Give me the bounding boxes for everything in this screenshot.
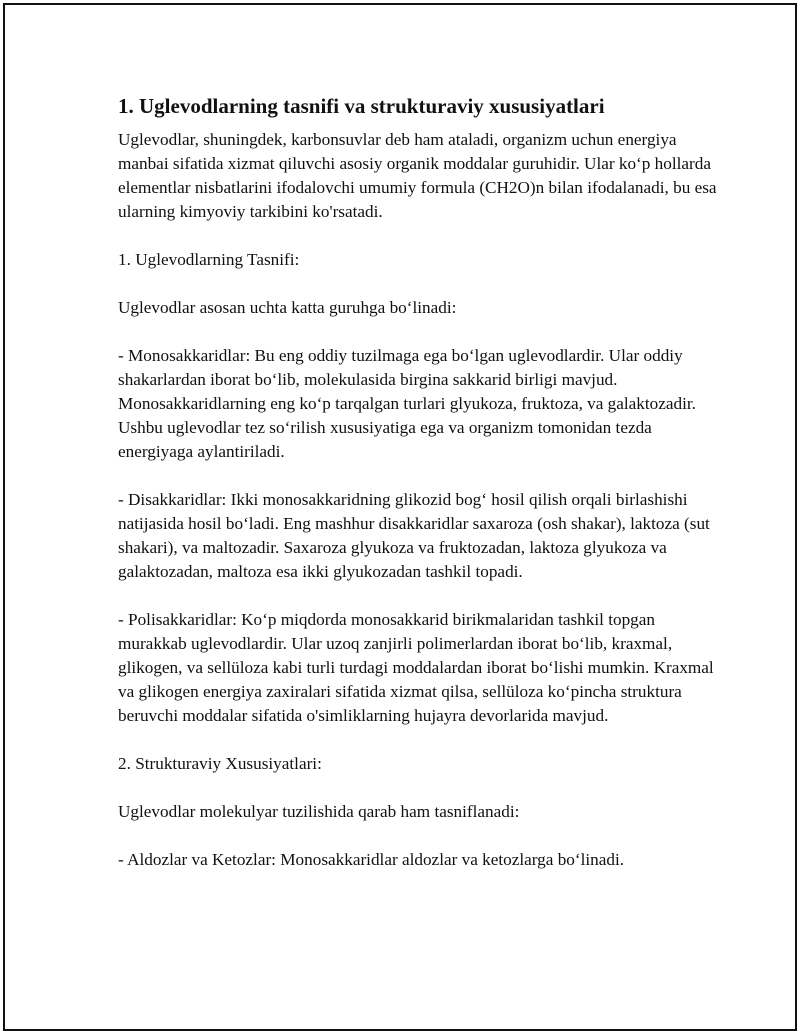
- section-heading-structure: 2. Strukturaviy Xususiyatlari:: [118, 754, 322, 773]
- classification-intro: Uglevodlar asosan uchta katta guruhga bo‘linadi:: [118, 298, 457, 317]
- document-title: 1. Uglevodlarning tasnifi va strukturaviy xususiyatlari: [118, 94, 605, 118]
- structure-intro: Uglevodlar molekulyar tuzilishida qarab ham tasniflanadi:: [118, 802, 520, 821]
- polysaccharides-paragraph: - Polisakkaridlar: Ko‘p miqdorda monosakkarid birikmalaridan tashkil topgan murakkab uglevodlardir. Ular uzoq zanjirli polimerlardan iborat bo‘lib, kraxmal, glikogen, va sellüloza kabi turli turdagi moddalardan iborat bo‘lishi mumkin. Kraxmal va glikogen energiya zaxiralari sifatida xizmat qilsa, sellüloza ko‘pincha struktura beruvchi moddalar sifatida o'simliklarning hujayra devorlarida mavjud.: [118, 610, 714, 725]
- document-body: [118, 92, 718, 872]
- aldoses-ketoses-paragraph: - Aldozlar va Ketozlar: Monosakkaridlar aldozlar va ketozlarga bo‘linadi.: [118, 850, 625, 869]
- intro-paragraph: Uglevodlar, shuningdek, karbonsuvlar deb ham ataladi, organizm uchun energiya manbai sifatida xizmat qiluvchi asosiy organik moddalar guruhidir. Ular ko‘p hollarda elementlar nisbatlarini ifodalovchi umumiy formula (CH2O)n bilan ifodalanadi, bu esa ularning kimyoviy tarkibini ko'rsatadi.: [118, 130, 717, 221]
- monosaccharides-paragraph: - Monosakkaridlar: Bu eng oddiy tuzilmaga ega bo‘lgan uglevodlardir. Ular oddiy shakarlardan iborat bo‘lib, molekulasida birgina sakkarid birligi mavjud. Monosakkaridlarning eng ko‘p tarqalgan turlari glyukoza, fruktoza, va galaktozadir. Ushbu uglevodlar tez so‘rilish xususiyatiga ega va organizm tomonidan tezda energiyaga aylantiriladi.: [118, 346, 696, 461]
- disaccharides-paragraph: - Disakkaridlar: Ikki monosakkaridning glikozid bog‘ hosil qilish orqali birlashishi natijasida hosil bo‘ladi. Eng mashhur disakkaridlar saxaroza (osh shakar), laktoza (sut shakari), va maltozadir. Saxaroza glyukoza va fruktozadan, laktoza glyukoza va galaktozadan, maltoza esa ikki glyukozadan tashkil topadi.: [118, 490, 710, 581]
- section-heading-classification: 1. Uglevodlarning Tasnifi:: [118, 250, 300, 269]
